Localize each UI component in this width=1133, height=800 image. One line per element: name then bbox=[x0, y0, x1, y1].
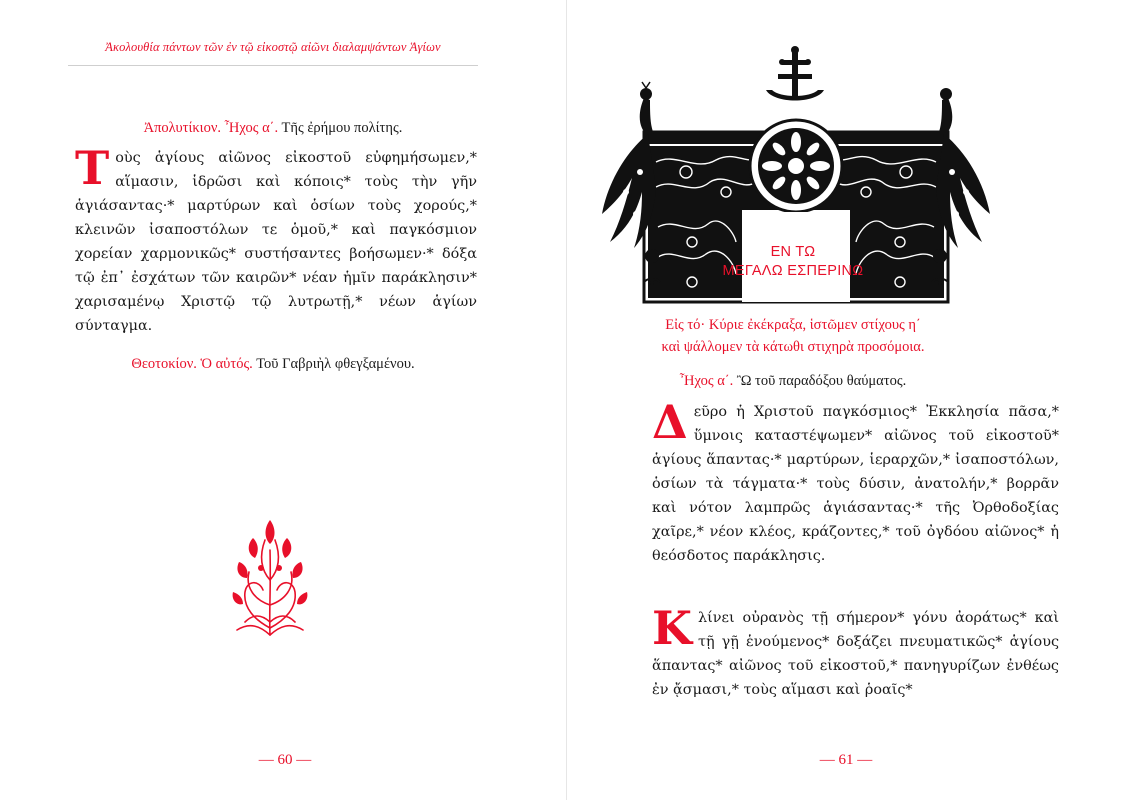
running-head: Ἀκολουθία πάντων τῶν ἐν τῷ εἰκοστῷ αἰῶνι διαλαμψάντων Ἁγίων bbox=[105, 40, 441, 54]
headpiece-title bbox=[612, 243, 974, 281]
apolytikion-body: οὺς ἁγίους αἰῶνος εἰκοστοῦ εὐφημήσωμεν,* αἵμασιν, ἱδρῶσι καὶ κόποις* τοὺς τὴν γῆν ἁγιάσαντας·* μαρτύρων καὶ ὁσίων τοὺς χορούς,* κλεινῶν ἰσαποστόλων τε ὁμοῦ,* καὶ παγκόσμιον χορείαν χαρμονικῶς* συστήσαντες βοήσωμεν·* δόξα τῷ ἐπ᾿ ἐσχάτων τῶν καιρῶν* νέαν ἡμῖν παράκλησιν* χαρισαμένῳ Χριστῷ τῷ λυτρωτῇ,* νέων ἁγίων σύνταγμα. bbox=[75, 150, 477, 334]
sticheron-2 bbox=[652, 601, 1059, 702]
vespers-instruction-line2: καὶ ψάλλομεν τὰ κάτωθι στιχηρὰ προσόμοια. bbox=[661, 339, 925, 355]
sticheron-2-body: λίνει οὐρανὸς τῇ σήμερον* γόνυ ἀοράτως* καὶ τῇ γῇ ἑνούμενος* δοξάζει πνευματικῶς* ἁγίους ἅπαντας* αἰῶνος τοῦ εἰκοστοῦ,* πανηγυρίζων ἐνθέως ἐν ᾄσμασι,* τοὺς αἵμασι καὶ ῥοαῖς* bbox=[652, 610, 1059, 698]
folio-left: — 60 — bbox=[258, 752, 312, 768]
apolytikion-rubric-melody: Τῆς ἐρήμου πολίτης. bbox=[281, 120, 403, 136]
vespers-instruction bbox=[600, 314, 986, 358]
theotokion-rubric bbox=[68, 356, 478, 373]
apolytikion-text bbox=[75, 141, 477, 338]
headpiece-title-line1: ΕΝ ΤΩ bbox=[770, 244, 816, 260]
apolytikion-rubric-label: Ἀπολυτίκιον. Ἦχος α΄. bbox=[143, 120, 279, 136]
sticheron-2-dropcap: Κ bbox=[652, 601, 692, 655]
tone-rubric-label: Ἦχος α΄. bbox=[679, 373, 734, 389]
headpiece-title-line2: ΜΕΓΑΛΩ ΕΣΠΕΡΙΝΩ bbox=[722, 263, 864, 279]
folio-right: — 61 — bbox=[819, 752, 873, 768]
running-head-rule bbox=[68, 65, 478, 66]
tone-rubric bbox=[600, 370, 986, 392]
left-page bbox=[0, 0, 566, 800]
theotokion-rubric-label: Θεοτοκίον. Ὁ αὐτός. bbox=[131, 356, 253, 372]
tone-rubric-melody: Ὢ τοῦ παραδόξου θαύματος. bbox=[736, 373, 907, 389]
sticheron-1-dropcap: Δ bbox=[652, 395, 688, 449]
sticheron-1-body: εῦρο ἡ Χριστοῦ παγκόσμιος* Ἐκκλησία πᾶσα,* ὕμνοις καταστέψωμεν* αἰῶνος τοῦ εἰκοστοῦ* ἁγίους ἅπαντας·* μαρτύρων, ἱεραρχῶν,* ἰσαποστόλων, ὁσίων τὰ τάγματα·* τοὺς δύσιν, ἀνατολήν,* βορρᾶν καὶ νότον λαμπρῶς ἁγιάσαντας·* τῆς Ὀρθοδοξίας χαῖρε,* νέον κλέος, κράζοντες,* τοῦ ὀγδόου αἰῶνος* ἡ θεόσδοτος παράκλησις. bbox=[652, 404, 1059, 564]
apolytikion-rubric bbox=[68, 120, 478, 137]
theotokion-rubric-melody: Τοῦ Γαβριὴλ φθεγξαμένου. bbox=[256, 356, 415, 372]
vespers-instruction-line1: Εἰς τό· Κύριε ἐκέκραξα, ἱστῶμεν στίχους η΄ bbox=[665, 317, 921, 333]
floral-tailpiece-icon bbox=[225, 510, 315, 640]
sticheron-1 bbox=[652, 395, 1059, 568]
apolytikion-dropcap: Τ bbox=[75, 141, 110, 195]
